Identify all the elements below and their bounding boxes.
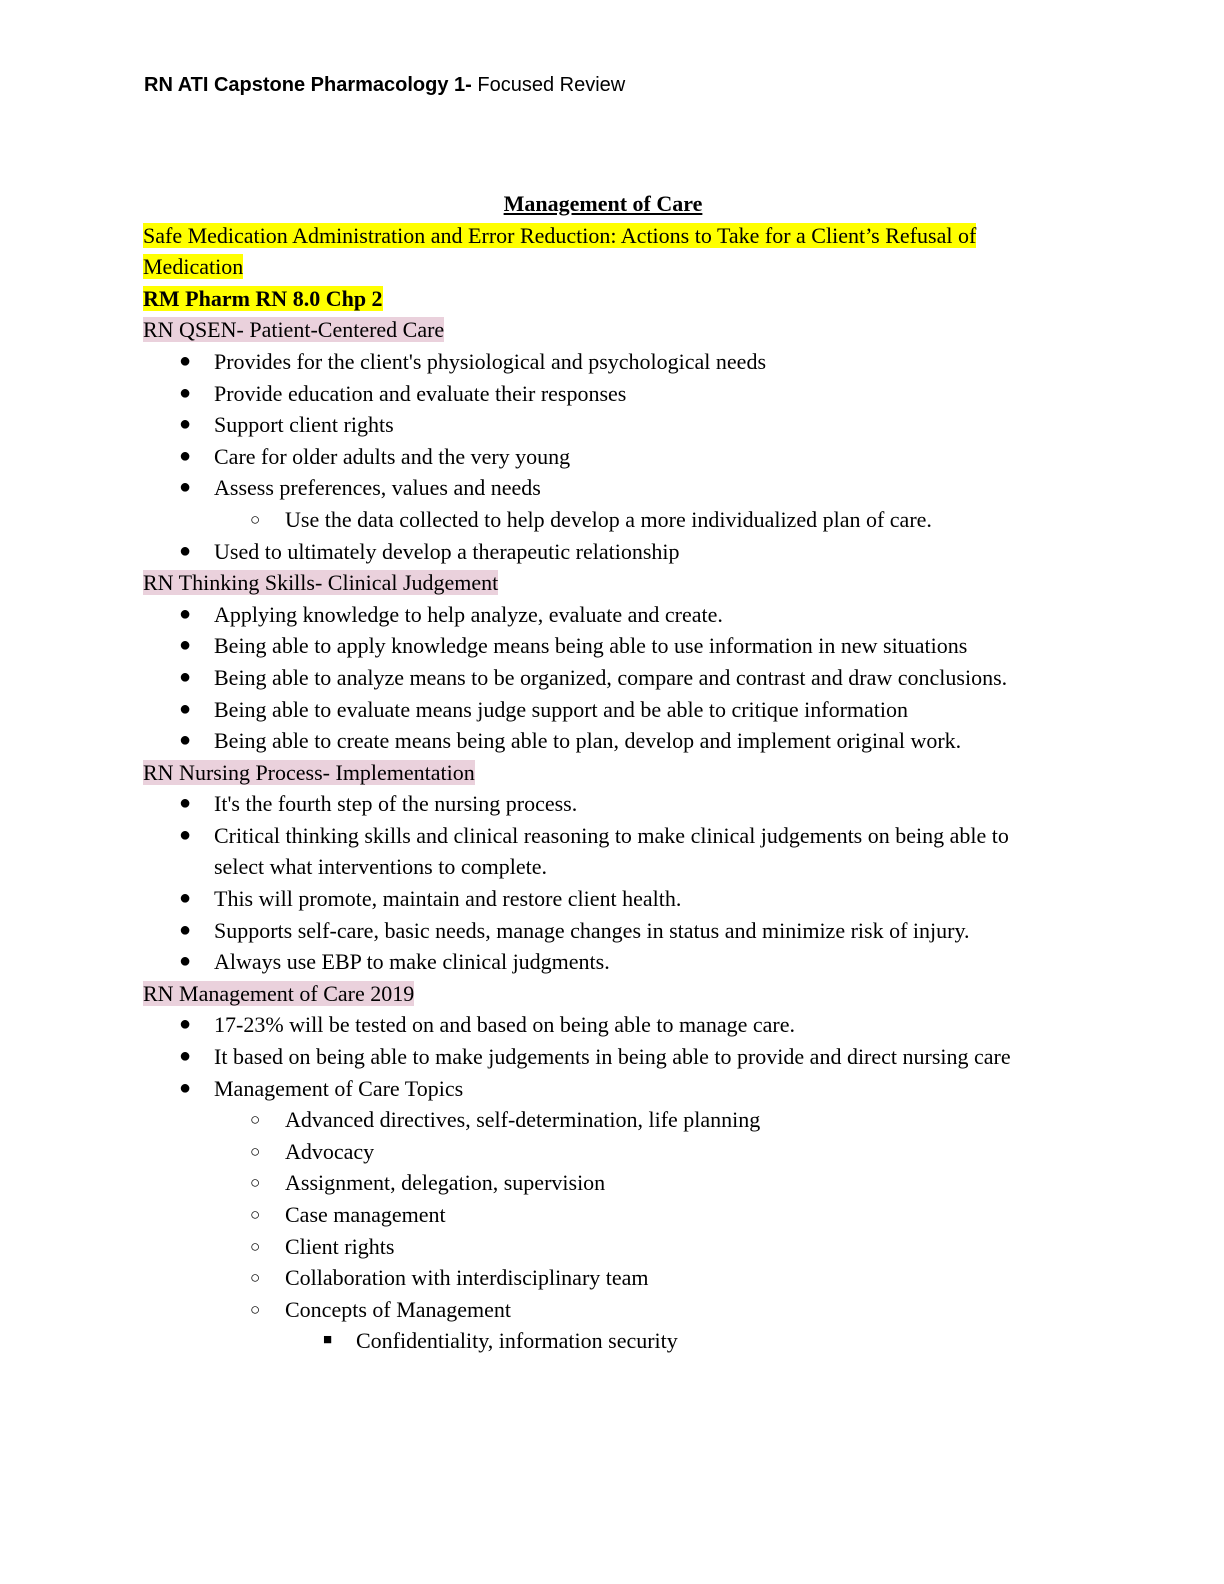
list-item-text: Being able to evaluate means judge support and be able to critique information bbox=[214, 696, 909, 722]
bullet-list-nursing-process bbox=[143, 788, 1063, 978]
bullet-icon: ● bbox=[179, 918, 192, 941]
list-item bbox=[143, 441, 1063, 473]
list-item-text: Support client rights bbox=[214, 412, 394, 438]
list-item-text: Assignment, delegation, supervision bbox=[285, 1170, 606, 1196]
list-item bbox=[143, 662, 1063, 694]
sub-list-item bbox=[143, 1199, 1063, 1231]
list-item-text: Advanced directives, self-determination, life planning bbox=[285, 1107, 761, 1133]
sub-list-item bbox=[143, 504, 1063, 536]
list-item bbox=[143, 820, 1063, 883]
section-heading-text: RN Management of Care 2019 bbox=[143, 980, 415, 1006]
list-item-text: Client rights bbox=[285, 1233, 395, 1259]
list-item-text: Assess preferences, values and needs bbox=[214, 475, 541, 501]
list-item-text: Used to ultimately develop a therapeutic relationship bbox=[214, 538, 680, 564]
list-item bbox=[143, 1041, 1063, 1073]
circle-bullet-icon: ○ bbox=[250, 1299, 261, 1319]
list-item-text: Provide education and evaluate their responses bbox=[214, 380, 627, 406]
list-item-text: This will promote, maintain and restore client health. bbox=[214, 886, 682, 912]
sub-list-item bbox=[143, 1231, 1063, 1263]
topic-line-2 bbox=[143, 251, 1063, 283]
sub-list-item bbox=[143, 1294, 1063, 1326]
circle-bullet-icon: ○ bbox=[250, 509, 261, 529]
bullet-icon: ● bbox=[179, 413, 192, 436]
bullet-icon: ● bbox=[179, 1045, 192, 1068]
bullet-icon: ● bbox=[179, 349, 192, 372]
bullet-icon: ● bbox=[179, 476, 192, 499]
list-item-text: It based on being able to make judgements in being able to provide and direct nursing care bbox=[214, 1044, 1011, 1070]
header-title-bold: RN ATI Capstone Pharmacology 1- bbox=[144, 74, 472, 96]
list-item bbox=[143, 1009, 1063, 1041]
bullet-icon: ● bbox=[179, 792, 192, 815]
list-item-text: Confidentiality, information security bbox=[356, 1328, 678, 1354]
bullet-icon: ● bbox=[179, 381, 192, 404]
topic-text-1: Safe Medication Administration and Error Reduction: Actions to Take for a Client’s Refusal of bbox=[143, 222, 977, 248]
list-item bbox=[143, 409, 1063, 441]
bullet-icon: ● bbox=[179, 729, 192, 752]
bullet-icon: ● bbox=[179, 634, 192, 657]
list-item bbox=[143, 788, 1063, 820]
bullet-icon: ● bbox=[179, 887, 192, 910]
list-item-text: It's the fourth step of the nursing process. bbox=[214, 791, 578, 817]
list-item bbox=[143, 599, 1063, 631]
section-heading-text: RN Thinking Skills- Clinical Judgement bbox=[143, 570, 499, 596]
sub-list-item bbox=[143, 1262, 1063, 1294]
section-heading-text: RN QSEN- Patient-Centered Care bbox=[143, 317, 445, 343]
sub-list-item bbox=[143, 1104, 1063, 1136]
circle-bullet-icon: ○ bbox=[250, 1141, 261, 1161]
topic-text-2: Medication bbox=[143, 254, 244, 280]
section-heading-text: RN Nursing Process- Implementation bbox=[143, 759, 475, 785]
list-item-text: Being able to analyze means to be organized, compare and contrast and draw conclusions. bbox=[214, 664, 1008, 690]
circle-bullet-icon: ○ bbox=[250, 1236, 261, 1256]
circle-bullet-icon: ○ bbox=[250, 1173, 261, 1193]
header-title-rest: Focused Review bbox=[471, 74, 626, 96]
bullet-icon: ● bbox=[179, 444, 192, 467]
list-item-text: 17-23% will be tested on and based on being able to manage care. bbox=[214, 1012, 795, 1038]
reference-line bbox=[143, 283, 1063, 315]
list-item bbox=[143, 883, 1063, 915]
list-item-text: Applying knowledge to help analyze, evaluate and create. bbox=[214, 601, 723, 627]
section-heading-nursing-process bbox=[143, 757, 1063, 789]
list-item-text: Always use EBP to make clinical judgments. bbox=[214, 949, 610, 975]
bullet-icon: ● bbox=[179, 1013, 192, 1036]
square-bullet-icon: ■ bbox=[323, 1332, 333, 1349]
list-item bbox=[143, 694, 1063, 726]
bullet-list-thinking-skills bbox=[143, 599, 1063, 757]
list-item bbox=[143, 725, 1063, 757]
list-item-text: Being able to apply knowledge means being able to use information in new situations bbox=[214, 633, 968, 659]
section-heading-management-of-care bbox=[143, 978, 1063, 1010]
sub-list-item bbox=[143, 1136, 1063, 1168]
list-item-text: Use the data collected to help develop a more individualized plan of care. bbox=[285, 506, 932, 532]
bullet-icon: ● bbox=[179, 539, 192, 562]
list-item-text: Case management bbox=[285, 1202, 446, 1227]
list-item bbox=[143, 630, 1063, 662]
bullet-icon: ● bbox=[179, 602, 192, 625]
topic-line-1 bbox=[143, 220, 1063, 252]
document-header bbox=[144, 71, 625, 99]
list-item bbox=[143, 346, 1063, 378]
list-item-text: Supports self-care, basic needs, manage changes in status and minimize risk of injury. bbox=[214, 917, 970, 943]
section-title-text: Management of Care bbox=[503, 191, 703, 216]
bullet-icon: ● bbox=[179, 697, 192, 720]
bullet-icon: ● bbox=[179, 665, 192, 688]
bullet-icon: ● bbox=[179, 1076, 192, 1099]
circle-bullet-icon: ○ bbox=[250, 1268, 261, 1288]
circle-bullet-icon: ○ bbox=[250, 1205, 261, 1224]
list-item bbox=[143, 536, 1063, 568]
section-heading-qsen bbox=[143, 314, 1063, 346]
bullet-icon: ● bbox=[179, 950, 192, 973]
sub-sub-list-item bbox=[143, 1325, 1063, 1357]
list-item-text: Critical thinking skills and clinical reasoning to make clinical judgements on being able to select what interventions to complete. bbox=[214, 822, 1009, 880]
list-item-text: Collaboration with interdisciplinary team bbox=[285, 1265, 649, 1291]
list-item-text: Provides for the client's physiological and psychological needs bbox=[214, 348, 767, 374]
list-item-text: Advocacy bbox=[285, 1138, 375, 1164]
document-body bbox=[143, 188, 1063, 1357]
section-title bbox=[143, 188, 1063, 220]
bullet-list-qsen bbox=[143, 346, 1063, 567]
bullet-list-management-of-care bbox=[143, 1009, 1063, 1357]
list-item-text: Management of Care Topics bbox=[214, 1075, 464, 1101]
list-item bbox=[143, 946, 1063, 978]
list-item bbox=[143, 915, 1063, 947]
list-item-text: Care for older adults and the very young bbox=[214, 443, 571, 469]
list-item bbox=[143, 472, 1063, 504]
list-item bbox=[143, 378, 1063, 410]
list-item-text: Concepts of Management bbox=[285, 1296, 512, 1322]
sub-list-item bbox=[143, 1167, 1063, 1199]
section-heading-thinking-skills bbox=[143, 567, 1063, 599]
list-item-text: Being able to create means being able to plan, develop and implement original work. bbox=[214, 728, 962, 754]
bullet-icon: ● bbox=[179, 823, 192, 846]
list-item bbox=[143, 1073, 1063, 1105]
circle-bullet-icon: ○ bbox=[250, 1110, 261, 1130]
reference-text: RM Pharm RN 8.0 Chp 2 bbox=[143, 285, 383, 311]
